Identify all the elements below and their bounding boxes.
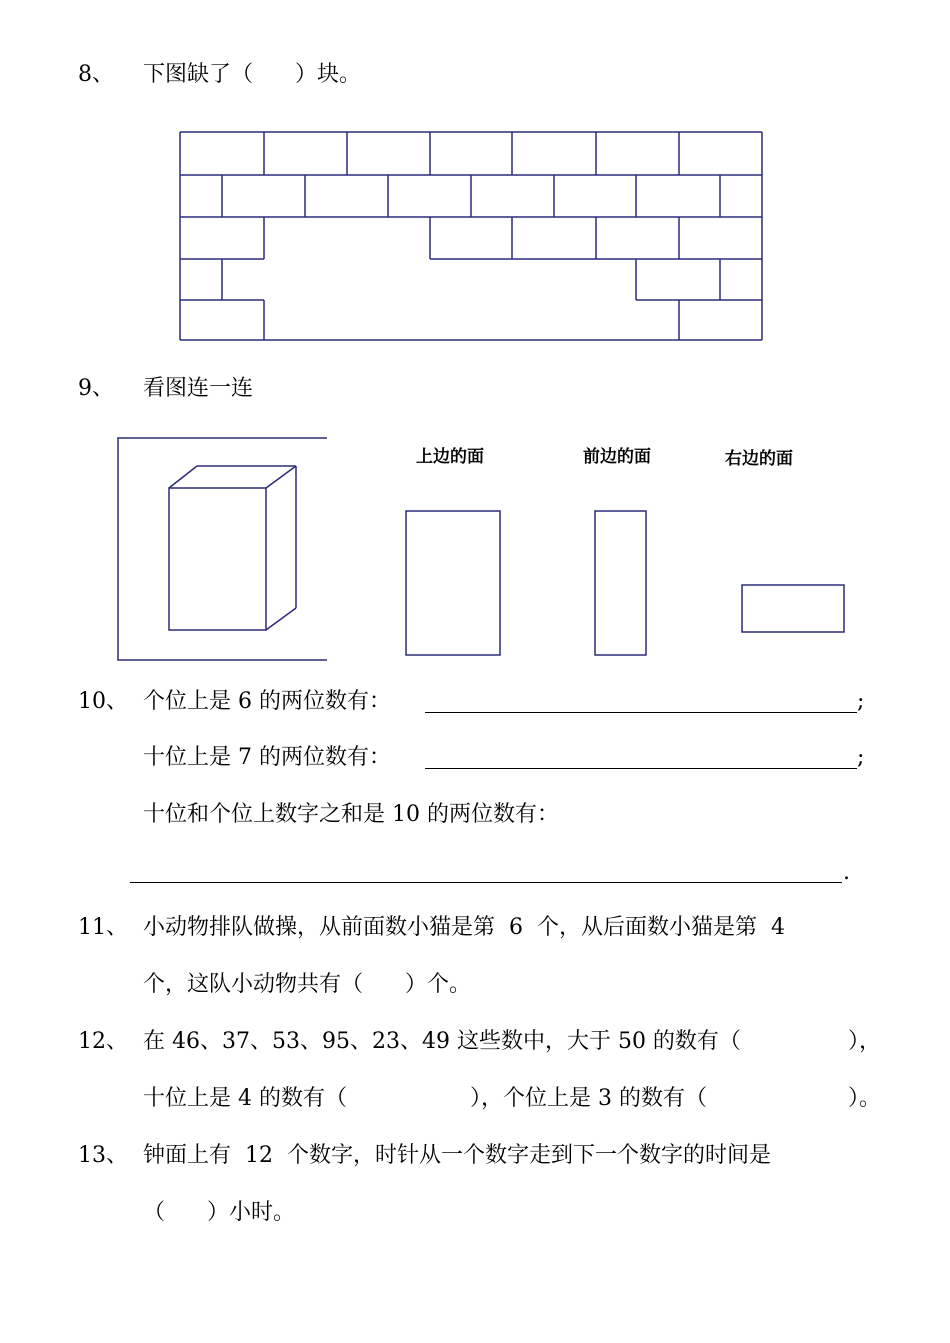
q12-line1-b: ）， bbox=[848, 1029, 882, 1054]
q12-line2-c: ）。 bbox=[848, 1086, 882, 1111]
q9-text: 看图连一连 bbox=[143, 376, 254, 401]
q12-line2-a: 十位上是 4 的数有（ bbox=[143, 1086, 347, 1111]
face-shape-narrow-tall bbox=[595, 511, 646, 655]
q10-line3: 十位和个位上数字之和是 10 的两位数有： bbox=[143, 802, 559, 827]
face-shape-wide-tall bbox=[406, 511, 500, 655]
q10-number: 10、 bbox=[78, 689, 128, 714]
q12-line1-a: 在 46、37、53、95、23、49 这些数中，大于 50 的数有（ bbox=[143, 1029, 741, 1054]
q11-line2: 个，这队小动物共有（ ）个。 bbox=[143, 972, 471, 997]
q9-number: 9、 bbox=[78, 376, 114, 401]
q10-answer-line1[interactable] bbox=[425, 692, 857, 713]
q8-number: 8、 bbox=[78, 62, 114, 87]
q12-number: 12、 bbox=[78, 1029, 128, 1054]
brick-wall-figure bbox=[180, 132, 762, 340]
face-shape-flat bbox=[742, 585, 844, 632]
q10-answer-line3[interactable] bbox=[130, 862, 842, 883]
q10-line2: 十位上是 7 的两位数有： bbox=[143, 745, 391, 770]
q8-text: 下图缺了（ ）块。 bbox=[143, 62, 361, 87]
label-right-face: 右边的面 bbox=[725, 449, 793, 469]
q12-line2-b: ），个位上是 3 的数有（ bbox=[470, 1086, 707, 1111]
q10-line4-end: . bbox=[843, 860, 850, 885]
label-front-face: 前边的面 bbox=[583, 447, 651, 467]
label-top-face: 上边的面 bbox=[416, 447, 484, 467]
q13-number: 13、 bbox=[78, 1143, 128, 1168]
q10-line2-end: ; bbox=[857, 745, 865, 770]
cuboid-figure bbox=[118, 438, 327, 660]
q10-line1: 个位上是 6 的两位数有： bbox=[143, 689, 391, 714]
q13-line1: 钟面上有 12 个数字，时针从一个数字走到下一个数字的时间是 bbox=[143, 1143, 771, 1168]
q10-answer-line2[interactable] bbox=[425, 748, 857, 769]
q11-line1: 小动物排队做操，从前面数小猫是第 6 个，从后面数小猫是第 4 bbox=[143, 915, 785, 940]
q10-line1-end: ; bbox=[857, 689, 865, 714]
q11-number: 11、 bbox=[78, 915, 128, 940]
q13-line2: （ ）小时。 bbox=[143, 1200, 295, 1225]
